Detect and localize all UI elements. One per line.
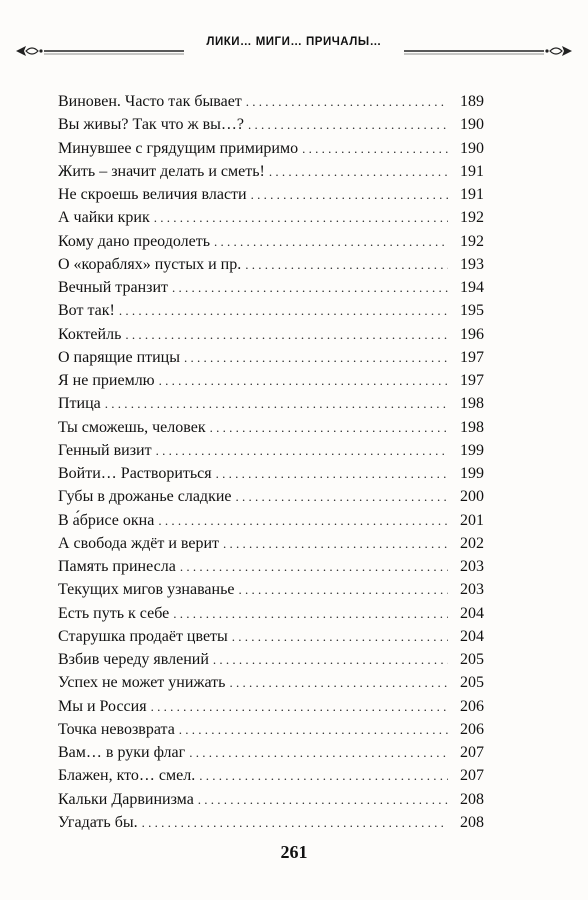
toc-entry-title: Память принесла: [58, 558, 176, 575]
toc-entry-page: 189: [460, 93, 484, 110]
toc-entry: [58, 462, 484, 485]
toc-entry-page: 194: [460, 279, 484, 296]
toc-entry-title: Угадать бы.: [58, 813, 138, 831]
toc-entry: [58, 439, 484, 462]
toc-entry-page: 191: [460, 162, 484, 180]
page-number: 261: [280, 842, 308, 862]
toc-entry-page: 199: [460, 465, 484, 482]
toc-entry-title: Кому дано преодолеть: [58, 232, 211, 250]
toc-entry: [58, 788, 484, 811]
toc-entry-title: Текущих мигов узнаванье: [58, 581, 235, 599]
dot-leader: [232, 625, 448, 648]
toc-entry: [58, 323, 484, 346]
toc-entry-page: 190: [460, 139, 484, 157]
toc-entry-title: Коктейль: [58, 325, 122, 343]
toc-entry-page: 203: [460, 581, 484, 599]
toc-entry: [58, 276, 484, 299]
dot-leader: [142, 811, 448, 834]
toc-entry-title: Старушка продаёт цветы: [58, 627, 228, 645]
toc-entry-title: Вы живы? Так что ж вы…?: [58, 116, 244, 134]
toc-entry: [58, 764, 484, 787]
dot-leader: [229, 671, 448, 694]
toc-entry-title: О «кораблях» пустых и пр.: [58, 255, 242, 273]
toc-entry: [58, 602, 484, 625]
toc-entry: [58, 137, 484, 160]
toc-entry-page: 205: [460, 651, 484, 668]
toc-entry-title: Войти… Раствориться: [58, 465, 212, 482]
toc-entry: [58, 811, 484, 834]
toc-entry-page: 207: [460, 744, 484, 761]
dot-leader: [236, 485, 449, 508]
dot-leader: [210, 416, 448, 439]
dot-leader: [189, 741, 448, 764]
dot-leader: [251, 183, 448, 206]
toc-entry-page: 200: [460, 488, 484, 506]
dot-leader: [198, 788, 448, 811]
toc-entry-title: Успех не может унижать: [58, 674, 226, 692]
dot-leader: [151, 695, 448, 718]
toc-entry-title: О парящие птицы: [58, 348, 180, 366]
dot-leader: [173, 602, 448, 625]
dot-leader: [214, 230, 448, 253]
toc-entry-page: 190: [460, 116, 484, 134]
toc-entry-page: 198: [460, 395, 484, 413]
toc-entry-page: 199: [460, 441, 484, 459]
toc-entry: [58, 183, 484, 206]
toc-entry: [58, 695, 484, 718]
toc-entry-page: 202: [460, 534, 484, 552]
toc-entry: [58, 253, 484, 276]
toc-entry-title: Блажен, кто… смел.: [58, 767, 196, 785]
toc-entry: [58, 346, 484, 369]
toc-entry: [58, 113, 484, 136]
dot-leader: [269, 160, 448, 183]
toc-entry: [58, 392, 484, 415]
running-header: [14, 36, 574, 58]
toc-entry-title: Генный визит: [58, 441, 152, 459]
dot-leader: [246, 90, 448, 113]
dot-leader: [125, 323, 448, 346]
dot-leader: [105, 392, 448, 415]
header-title: ЛИКИ… МИГИ… ПРИЧАЛЫ…: [206, 36, 382, 48]
dot-leader: [302, 137, 448, 160]
dot-leader: [119, 299, 448, 322]
toc-entry-page: 208: [460, 813, 484, 831]
toc-entry: [58, 741, 484, 764]
toc-entry-title: Жить – значит делать и сметь!: [58, 162, 265, 180]
toc-entry-title: Кальки Дарвинизма: [58, 790, 194, 808]
toc-entry: [58, 555, 484, 578]
toc-entry: [58, 485, 484, 508]
toc-entry-page: 192: [460, 232, 484, 250]
toc-entry-title: Виновен. Часто так бывает: [58, 93, 242, 110]
toc-entry-title: Я не приемлю: [58, 372, 155, 389]
toc-entry-page: 208: [460, 790, 484, 808]
toc-entry-title: Не скроешь величия власти: [58, 186, 247, 203]
toc-entry-title: А свобода ждёт и верит: [58, 534, 219, 552]
dot-leader: [216, 462, 448, 485]
toc-entry-title: Вот так!: [58, 302, 115, 320]
dot-leader: [158, 509, 448, 532]
toc-entry-title: Вам… в руки флаг: [58, 744, 186, 761]
toc-entry: [58, 299, 484, 322]
dot-leader: [213, 648, 448, 671]
dot-leader: [180, 555, 448, 578]
toc-entry-page: 206: [460, 720, 484, 738]
toc-entry-page: 204: [460, 627, 484, 645]
toc-entry: [58, 90, 484, 113]
toc-entry-page: 206: [460, 697, 484, 715]
toc-entry: [58, 578, 484, 601]
toc-entry: [58, 648, 484, 671]
toc-entry: [58, 206, 484, 229]
toc-entry: [58, 718, 484, 741]
toc-entry-page: 204: [460, 604, 484, 622]
toc-entry: [58, 160, 484, 183]
table-of-contents: [58, 90, 484, 834]
toc-entry-title: Мы и Россия: [58, 697, 147, 715]
dot-leader: [248, 113, 448, 136]
toc-entry-page: 192: [460, 209, 484, 227]
dot-leader: [154, 206, 448, 229]
toc-entry-page: 197: [460, 348, 484, 366]
dot-leader: [223, 532, 448, 555]
dot-leader: [245, 253, 448, 276]
toc-entry: [58, 532, 484, 555]
dot-leader: [239, 578, 449, 601]
toc-entry-page: 205: [460, 674, 484, 692]
toc-entry-title: А чайки крик: [58, 209, 150, 227]
toc-entry-title: Вечный транзит: [58, 279, 169, 296]
toc-entry-title: Взбив череду явлений: [58, 651, 209, 668]
dot-leader: [199, 764, 448, 787]
toc-entry: [58, 369, 484, 392]
dot-leader: [179, 718, 448, 741]
dot-leader: [156, 439, 448, 462]
toc-entry-title: Губы в дрожанье сладкие: [58, 488, 232, 506]
dot-leader: [172, 276, 448, 299]
dot-leader: [184, 346, 448, 369]
toc-entry-title: Точка невозврата: [58, 720, 175, 738]
toc-entry-page: 198: [460, 418, 484, 436]
toc-entry-title: Есть путь к себе: [58, 604, 170, 622]
toc-entry-title: В а́брисе окна: [58, 511, 155, 529]
toc-entry-page: 203: [460, 558, 484, 575]
toc-entry-page: 191: [460, 186, 484, 203]
toc-entry-title: Ты сможешь, человек: [58, 418, 206, 436]
toc-entry: [58, 230, 484, 253]
toc-entry: [58, 671, 484, 694]
toc-entry-page: 201: [460, 511, 484, 529]
toc-entry-title: Минувшее с грядущим примиримо: [58, 139, 299, 157]
toc-entry-page: 197: [460, 372, 484, 389]
toc-entry: [58, 416, 484, 439]
toc-entry-page: 193: [460, 255, 484, 273]
toc-entry: [58, 625, 484, 648]
toc-entry-page: 196: [460, 325, 484, 343]
toc-entry-title: Птица: [58, 395, 101, 413]
dot-leader: [159, 369, 448, 392]
toc-entry: [58, 509, 484, 532]
toc-entry-page: 207: [460, 767, 484, 785]
toc-entry-page: 195: [460, 302, 484, 320]
